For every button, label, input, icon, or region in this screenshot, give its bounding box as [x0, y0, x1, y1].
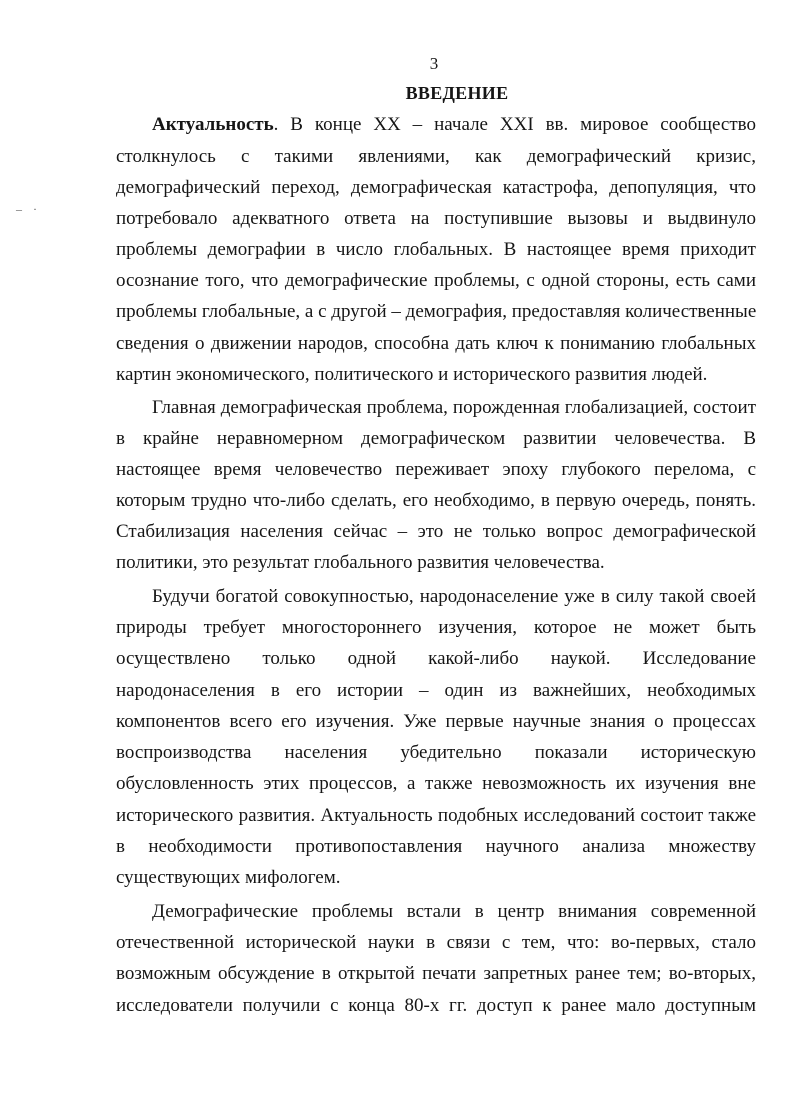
text-line: Актуальность. В конце XX – начале XXI вв. мировое сообщество — [152, 114, 756, 135]
text-line: воспроизводства населения убедительно показали историческую — [116, 742, 756, 763]
text-line: столкнулось с такими явлениями, как демографический кризис, — [116, 146, 756, 167]
text-line: Будучи богатой совокупностью, народонаселение уже в силу такой своей — [152, 586, 756, 607]
text-line: народонаселения в его истории – один из важнейших, необходимых — [116, 680, 756, 701]
page-title: ВВЕДЕНИЕ — [405, 83, 509, 103]
scan-artifact-mark: ‒ · — [16, 202, 41, 216]
text-line: осознание того, что демографические проблемы, с одной стороны, есть сами — [116, 270, 756, 291]
text-line: компонентов всего его изучения. Уже первые научные знания о процессах — [116, 711, 756, 732]
first-term: Актуальность — [152, 114, 274, 135]
text-line: осуществлено только одной какой-либо наукой. Исследование — [116, 648, 756, 669]
text-line: исследователи получили с конца 80-х гг. доступ к ранее мало доступным — [116, 995, 756, 1016]
text-line: отечественной исторической науки в связи с тем, что: во-первых, стало — [116, 932, 756, 953]
text-line: в крайне неравномерном демографическом развитии человечества. В — [116, 428, 756, 449]
text-line: в необходимости противопоставления научного анализа множеству — [116, 836, 756, 857]
text-line: демографический переход, демографическая катастрофа, депопуляция, что — [116, 177, 756, 198]
text-line: картин экономического, политического и исторического развития людей. — [116, 364, 708, 385]
text-line: настоящее время человечество переживает эпоху глубокого перелома, с — [116, 459, 756, 480]
text-line: Главная демографическая проблема, порожденная глобализацией, состоит — [152, 397, 756, 418]
text-line: существующих мифологем. — [116, 867, 341, 888]
text-line: которым трудно что-либо сделать, его необходимо, в первую очередь, понять. — [116, 490, 756, 511]
text-line: проблемы демографии в число глобальных. В настоящее время приходит — [116, 239, 756, 260]
text-line: Стабилизация населения сейчас – это не только вопрос демографической — [116, 521, 756, 542]
text-line: природы требует многостороннего изучения, которое не может быть — [116, 617, 756, 638]
text-line: политики, это результат глобального развития человечества. — [116, 552, 605, 573]
text-line: Демографические проблемы встали в центр внимания современной — [152, 901, 756, 922]
text-line: исторического развития. Актуальность подобных исследований состоит также — [116, 805, 756, 826]
text-line: возможным обсуждение в открытой печати запретных ранее тем; во-вторых, — [116, 963, 756, 984]
text-line: обусловленность этих процессов, а также невозможность их изучения вне — [116, 773, 756, 794]
text-line: проблемы глобальные, а с другой – демография, предоставляя количественные — [116, 301, 756, 322]
text-line: потребовало адекватного ответа на поступившие вызовы и выдвинуло — [116, 208, 756, 229]
page-number: 3 — [429, 54, 439, 73]
text-line: сведения о движении народов, способна дать ключ к пониманию глобальных — [116, 333, 756, 354]
